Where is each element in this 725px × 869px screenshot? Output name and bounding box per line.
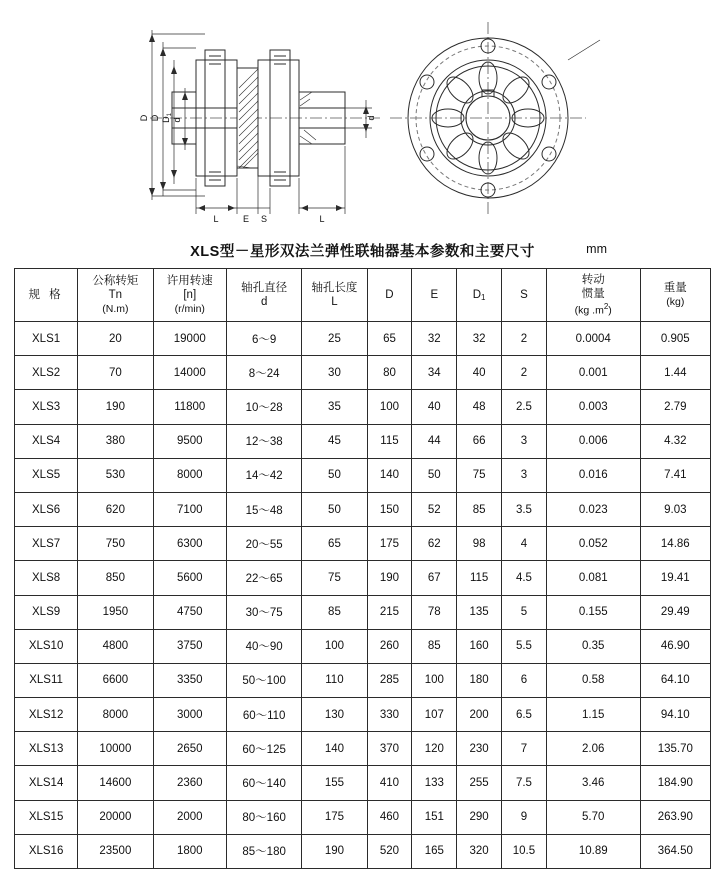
table-cell: 66	[457, 424, 502, 458]
table-cell: 120	[412, 732, 457, 766]
table-cell: 44	[412, 424, 457, 458]
table-cell: 65	[302, 527, 367, 561]
table-cell: 6300	[153, 527, 226, 561]
table-cell: 3.46	[546, 766, 640, 800]
table-cell: 50～100	[226, 663, 301, 697]
table-cell: XLS15	[15, 800, 78, 834]
table-cell: 190	[367, 561, 412, 595]
table-row	[15, 732, 711, 766]
table-cell: 175	[302, 800, 367, 834]
table-cell: 0.052	[546, 527, 640, 561]
table-cell: 40～90	[226, 629, 301, 663]
table-cell: 75	[302, 561, 367, 595]
table-cell: 2650	[153, 732, 226, 766]
table-cell: 75	[457, 458, 502, 492]
table-cell: 0.081	[546, 561, 640, 595]
table-cell: 0.155	[546, 595, 640, 629]
table-cell: 10.89	[546, 834, 640, 868]
table-cell: 48	[457, 390, 502, 424]
table-cell: 200	[457, 698, 502, 732]
table-cell: 5	[502, 595, 547, 629]
dim-label-L-left: L	[213, 214, 219, 224]
dim-label-L-right: L	[319, 214, 325, 224]
table-cell: 190	[78, 390, 153, 424]
table-cell: 3	[502, 424, 547, 458]
table-cell: 10000	[78, 732, 153, 766]
table-cell: XLS16	[15, 834, 78, 868]
table-cell: XLS3	[15, 390, 78, 424]
table-cell: 0.016	[546, 458, 640, 492]
table-cell: 8～24	[226, 356, 301, 390]
table-cell: 32	[412, 322, 457, 356]
table-cell: 29.49	[640, 595, 710, 629]
table-cell: 15～48	[226, 492, 301, 526]
table-cell: 2360	[153, 766, 226, 800]
spec-table-wrap	[0, 268, 725, 869]
table-cell: 34	[412, 356, 457, 390]
table-cell: 7	[502, 732, 547, 766]
table-cell: 110	[302, 663, 367, 697]
table-cell: 0.35	[546, 629, 640, 663]
table-row	[15, 561, 711, 595]
technical-drawing	[0, 0, 725, 232]
table-cell: XLS12	[15, 698, 78, 732]
table-cell: 1.44	[640, 356, 710, 390]
table-cell: 14.86	[640, 527, 710, 561]
dim-label-S: S	[260, 214, 268, 224]
table-cell: 135.70	[640, 732, 710, 766]
table-cell: 140	[367, 458, 412, 492]
table-cell: 85	[302, 595, 367, 629]
table-cell: 35	[302, 390, 367, 424]
table-cell: 20000	[78, 800, 153, 834]
table-cell: XLS13	[15, 732, 78, 766]
table-cell: XLS14	[15, 766, 78, 800]
table-cell: 285	[367, 663, 412, 697]
table-cell: 62	[412, 527, 457, 561]
table-cell: 40	[412, 390, 457, 424]
dim-label-d-right: d	[366, 115, 376, 121]
table-cell: 4	[502, 527, 547, 561]
table-cell: 850	[78, 561, 153, 595]
dim-label-D-outer: D	[139, 114, 149, 122]
table-cell: 460	[367, 800, 412, 834]
table-cell: 290	[457, 800, 502, 834]
table-row	[15, 390, 711, 424]
table-cell: 65	[367, 322, 412, 356]
table-cell: 190	[302, 834, 367, 868]
table-cell: 155	[302, 766, 367, 800]
table-cell: 14000	[153, 356, 226, 390]
table-cell: 4800	[78, 629, 153, 663]
table-cell: 3	[502, 458, 547, 492]
table-cell: 3750	[153, 629, 226, 663]
table-cell: 22～65	[226, 561, 301, 595]
table-cell: XLS1	[15, 322, 78, 356]
table-cell: 364.50	[640, 834, 710, 868]
table-cell: 9.03	[640, 492, 710, 526]
table-cell: 380	[78, 424, 153, 458]
table-cell: 0.006	[546, 424, 640, 458]
title-row	[0, 234, 725, 268]
table-row	[15, 800, 711, 834]
col-header-torque: 公称转矩 Tn (N.m)	[78, 269, 153, 322]
table-cell: 7100	[153, 492, 226, 526]
table-cell: 64.10	[640, 663, 710, 697]
table-cell: 133	[412, 766, 457, 800]
col-header-E: E	[412, 269, 457, 322]
table-cell: XLS8	[15, 561, 78, 595]
table-cell: 165	[412, 834, 457, 868]
dim-label-E: E	[242, 214, 250, 224]
table-cell: 30	[302, 356, 367, 390]
table-cell: XLS9	[15, 595, 78, 629]
table-cell: XLS5	[15, 458, 78, 492]
table-cell: 260	[367, 629, 412, 663]
table-cell: 263.90	[640, 800, 710, 834]
dim-label-d: d	[172, 117, 182, 123]
table-row	[15, 663, 711, 697]
table-cell: 85	[412, 629, 457, 663]
table-cell: 410	[367, 766, 412, 800]
table-cell: 11800	[153, 390, 226, 424]
spec-table	[14, 268, 711, 869]
table-cell: 14～42	[226, 458, 301, 492]
table-cell: 4750	[153, 595, 226, 629]
table-cell: 2.5	[502, 390, 547, 424]
table-row	[15, 834, 711, 868]
table-cell: 115	[367, 424, 412, 458]
table-cell: 100	[367, 390, 412, 424]
table-cell: 0.905	[640, 322, 710, 356]
table-cell: 98	[457, 527, 502, 561]
table-cell: 67	[412, 561, 457, 595]
col-header-spec: 规 格	[15, 269, 78, 322]
table-cell: XLS6	[15, 492, 78, 526]
table-row	[15, 629, 711, 663]
table-cell: 6.5	[502, 698, 547, 732]
table-cell: 14600	[78, 766, 153, 800]
table-cell: 2	[502, 356, 547, 390]
table-cell: 45	[302, 424, 367, 458]
unit-label: mm	[586, 242, 607, 256]
table-cell: 3.5	[502, 492, 547, 526]
table-row	[15, 595, 711, 629]
col-header-S: S	[502, 269, 547, 322]
table-cell: 2.06	[546, 732, 640, 766]
table-header-row	[15, 269, 711, 322]
table-cell: 6	[502, 663, 547, 697]
table-cell: 19000	[153, 322, 226, 356]
table-cell: 130	[302, 698, 367, 732]
col-header-weight: 重量 (kg)	[640, 269, 710, 322]
table-cell: 0.023	[546, 492, 640, 526]
table-cell: 7.5	[502, 766, 547, 800]
table-cell: 80～160	[226, 800, 301, 834]
table-cell: XLS2	[15, 356, 78, 390]
table-row	[15, 492, 711, 526]
col-header-bore-len: 轴孔长度 L	[302, 269, 367, 322]
table-cell: 20～55	[226, 527, 301, 561]
col-header-inertia: 转动 惯量 (kg $.m^2$)	[546, 269, 640, 322]
table-cell: 5600	[153, 561, 226, 595]
table-cell: 9	[502, 800, 547, 834]
table-cell: 6～9	[226, 322, 301, 356]
table-cell: 30～75	[226, 595, 301, 629]
table-cell: 32	[457, 322, 502, 356]
table-cell: 23500	[78, 834, 153, 868]
table-cell: XLS10	[15, 629, 78, 663]
table-cell: 115	[457, 561, 502, 595]
table-cell: 19.41	[640, 561, 710, 595]
table-cell: 215	[367, 595, 412, 629]
table-cell: 8000	[78, 698, 153, 732]
table-cell: 52	[412, 492, 457, 526]
table-cell: 151	[412, 800, 457, 834]
table-cell: 60～110	[226, 698, 301, 732]
table-cell: 12～38	[226, 424, 301, 458]
table-cell: 0.003	[546, 390, 640, 424]
table-cell: 750	[78, 527, 153, 561]
table-cell: 60～140	[226, 766, 301, 800]
table-cell: 140	[302, 732, 367, 766]
table-cell: 40	[457, 356, 502, 390]
table-cell: 3350	[153, 663, 226, 697]
dim-label-D1: $D_1$	[161, 113, 173, 123]
table-cell: 4.32	[640, 424, 710, 458]
table-row	[15, 322, 711, 356]
table-cell: 94.10	[640, 698, 710, 732]
page-title: XLS型－星形双法兰弹性联轴器基本参数和主要尺寸	[190, 244, 535, 260]
table-cell: 85～180	[226, 834, 301, 868]
table-cell: 530	[78, 458, 153, 492]
table-cell: 0.001	[546, 356, 640, 390]
table-cell: 10～28	[226, 390, 301, 424]
table-cell: 1.15	[546, 698, 640, 732]
table-cell: 70	[78, 356, 153, 390]
table-cell: 4.5	[502, 561, 547, 595]
table-cell: 6600	[78, 663, 153, 697]
table-cell: 320	[457, 834, 502, 868]
table-row	[15, 766, 711, 800]
table-cell: 520	[367, 834, 412, 868]
table-cell: 2.79	[640, 390, 710, 424]
table-cell: 107	[412, 698, 457, 732]
table-cell: 3000	[153, 698, 226, 732]
table-cell: 60～125	[226, 732, 301, 766]
table-cell: 180	[457, 663, 502, 697]
table-cell: XLS4	[15, 424, 78, 458]
table-cell: 25	[302, 322, 367, 356]
table-cell: XLS7	[15, 527, 78, 561]
table-cell: 10.5	[502, 834, 547, 868]
table-cell: 2000	[153, 800, 226, 834]
table-row	[15, 356, 711, 390]
table-cell: 330	[367, 698, 412, 732]
col-header-bore-dia: 轴孔直径 d	[226, 269, 301, 322]
table-cell: 370	[367, 732, 412, 766]
table-cell: 2	[502, 322, 547, 356]
table-cell: 8000	[153, 458, 226, 492]
table-row	[15, 527, 711, 561]
table-cell: 46.90	[640, 629, 710, 663]
table-cell: 184.90	[640, 766, 710, 800]
table-cell: 1800	[153, 834, 226, 868]
table-cell: XLS11	[15, 663, 78, 697]
table-cell: 230	[457, 732, 502, 766]
table-cell: 9500	[153, 424, 226, 458]
table-cell: 85	[457, 492, 502, 526]
table-row	[15, 698, 711, 732]
table-cell: 7.41	[640, 458, 710, 492]
table-cell: 0.58	[546, 663, 640, 697]
col-header-speed: 许用转速 [n] (r/min)	[153, 269, 226, 322]
col-header-D1: $D_1$	[457, 269, 502, 322]
table-cell: 5.5	[502, 629, 547, 663]
table-cell: 1950	[78, 595, 153, 629]
table-cell: 0.0004	[546, 322, 640, 356]
table-cell: 50	[412, 458, 457, 492]
table-row	[15, 424, 711, 458]
table-cell: 135	[457, 595, 502, 629]
table-cell: 175	[367, 527, 412, 561]
table-cell: 78	[412, 595, 457, 629]
table-cell: 80	[367, 356, 412, 390]
table-cell: 50	[302, 458, 367, 492]
dim-label-D-flange: D	[150, 114, 160, 122]
table-cell: 620	[78, 492, 153, 526]
table-cell: 50	[302, 492, 367, 526]
col-header-D: D	[367, 269, 412, 322]
table-cell: 100	[302, 629, 367, 663]
table-cell: 255	[457, 766, 502, 800]
table-cell: 20	[78, 322, 153, 356]
table-cell: 100	[412, 663, 457, 697]
table-cell: 5.70	[546, 800, 640, 834]
table-cell: 150	[367, 492, 412, 526]
table-cell: 160	[457, 629, 502, 663]
table-row	[15, 458, 711, 492]
